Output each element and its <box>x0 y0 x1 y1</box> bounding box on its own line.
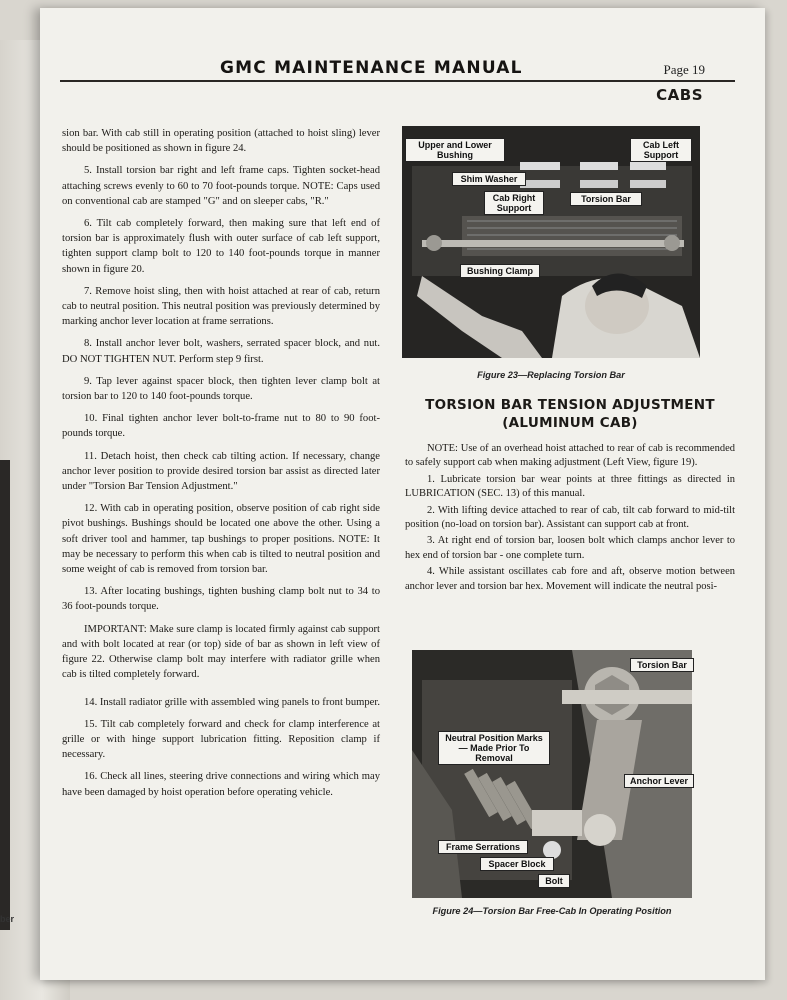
paragraph: 5. Install torsion bar right and left frame caps. Tighten socket-head attaching screws evenly to 60 to 70 foot-pounds torque. NOTE: Caps used on conventional cab are stamped "G" and on sleeper cabs, "R." <box>62 165 380 207</box>
left-page-edge-text: ber <box>0 914 15 924</box>
callout-neutral-position-marks: Neutral Position Marks— Made Prior To Removal <box>438 731 550 765</box>
figure-24-caption: Figure 24—Torsion Bar Free-Cab In Operating Position <box>432 906 672 916</box>
page-number: Page 19 <box>663 62 705 77</box>
callout-frame-serrations: Frame Serrations <box>438 840 528 854</box>
paragraph: 13. After locating bushings, tighten bushing clamp bolt nut to 34 to 36 foot-pounds torque. <box>62 586 380 613</box>
callout-bushing-clamp: Bushing Clamp <box>460 264 540 278</box>
paragraph: 7. Remove hoist sling, then with hoist attached at rear of cab, return cab to neutral position. This neutral position was previously determined by marking anchor lever location at frame serrations. <box>62 285 380 328</box>
paragraph: 10. Final tighten anchor lever bolt-to-frame nut to 80 to 90 foot-pounds torque. <box>62 413 380 440</box>
callout-cab-left-support: Cab Left Support <box>630 138 692 162</box>
paragraph: 3. At right end of torsion bar, loosen bolt which clamps anchor lever to hex end of torsion bar - one complete turn. <box>405 535 735 561</box>
important-note: IMPORTANT: Make sure clamp is located firmly against cab support and with bolt located at rear (or top) side of bar as shown in left view of figure 22. Otherwise clamp bolt may interfere with radiator grille when cab is tilted completely forward. <box>62 623 380 681</box>
paragraph: sion bar. With cab still in operating position (attached to hoist sling) lever should be positioned as shown in figure 24. <box>62 128 380 155</box>
paragraph: 15. Tilt cab completely forward and check for clamp interference at grille or with hinge support lubrication fitting. Reposition clamp if necessary. <box>62 718 380 761</box>
manual-page <box>40 8 765 980</box>
paragraph: 9. Tap lever against spacer block, then tighten lever clamp bolt at torsion bar to 120 to 140 foot-pounds torque. <box>62 375 380 403</box>
left-page-photo-edge <box>0 460 10 930</box>
callout-torsion-bar: Torsion Bar <box>570 192 642 206</box>
callout-cab-right-support: Cab Right Support <box>484 191 544 215</box>
left-text-column <box>62 126 380 807</box>
callout-shim-washer: Shim Washer <box>452 172 526 186</box>
paragraph: NOTE: Use of an overhead hoist attached to rear of cab is recommended to safely support cab when making adjustment (Left View, figure 19). <box>405 443 735 469</box>
paragraph: 12. With cab in operating position, observe position of cab right side pivot bushings. Bushings should be located one above the other. Using a soft driver tool and hammer, tap bushings to proper positions. NOTE: It may be necessary to perform this when cab is tilted to neutral position and some weight of cab is removed from torsion bar. <box>62 503 380 576</box>
figure-23-caption: Figure 23—Replacing Torsion Bar <box>477 370 625 380</box>
callout-fig24-torsion-bar: Torsion Bar <box>630 658 694 672</box>
callout-upper-lower-bushing: Upper and Lower Bushing <box>405 138 505 162</box>
right-text-column <box>405 396 735 596</box>
heading-line-1: TORSION BAR TENSION ADJUSTMENT <box>425 397 715 413</box>
paragraph: 2. With lifting device attached to rear of cab, tilt cab forward to mid-tilt position (no-load on torsion bar). Assistant can support cab at front. <box>405 504 735 531</box>
manual-title: GMC MAINTENANCE MANUAL <box>220 58 523 78</box>
paragraph: 4. While assistant oscillates cab fore and aft, observe motion between anchor lever and torsion bar hex. Movement will indicate the neutral posi- <box>405 566 735 592</box>
callout-anchor-lever: Anchor Lever <box>624 774 694 788</box>
header-rule <box>60 80 735 82</box>
paragraph: 6. Tilt cab completely forward, then making sure that left end of torsion bar is approximately flush with outer surface of cab left support, tighten support clamp bolt to 120 to 140 foot-pounds torque in manner shown in figure 20. <box>62 218 380 275</box>
section-label: CABS <box>656 86 703 104</box>
paragraph: 16. Check all lines, steering drive connections and wiring which may have been damaged by hoist operation before operating vehicle. <box>62 771 380 798</box>
paragraph: 1. Lubricate torsion bar wear points at three fittings as directed in LUBRICATION (SEC. 13) of this manual. <box>405 473 735 500</box>
paragraph: 14. Install radiator grille with assembled wing panels to front bumper. <box>84 696 380 708</box>
paragraph: 11. Detach hoist, then check cab tilting action. If necessary, change anchor lever position to provide desired torsion bar assist as directed later under "Torsion Bar Tension Adjustment." <box>62 450 380 493</box>
callout-bolt: Bolt <box>538 874 570 888</box>
section-heading <box>405 396 735 432</box>
paragraph: 8. Install anchor lever bolt, washers, serrated spacer block, and nut. DO NOT TIGHTEN NUT. Perform step 9 first. <box>62 338 380 365</box>
heading-line-2: (ALUMINUM CAB) <box>502 415 638 431</box>
callout-spacer-block: Spacer Block <box>480 857 554 871</box>
